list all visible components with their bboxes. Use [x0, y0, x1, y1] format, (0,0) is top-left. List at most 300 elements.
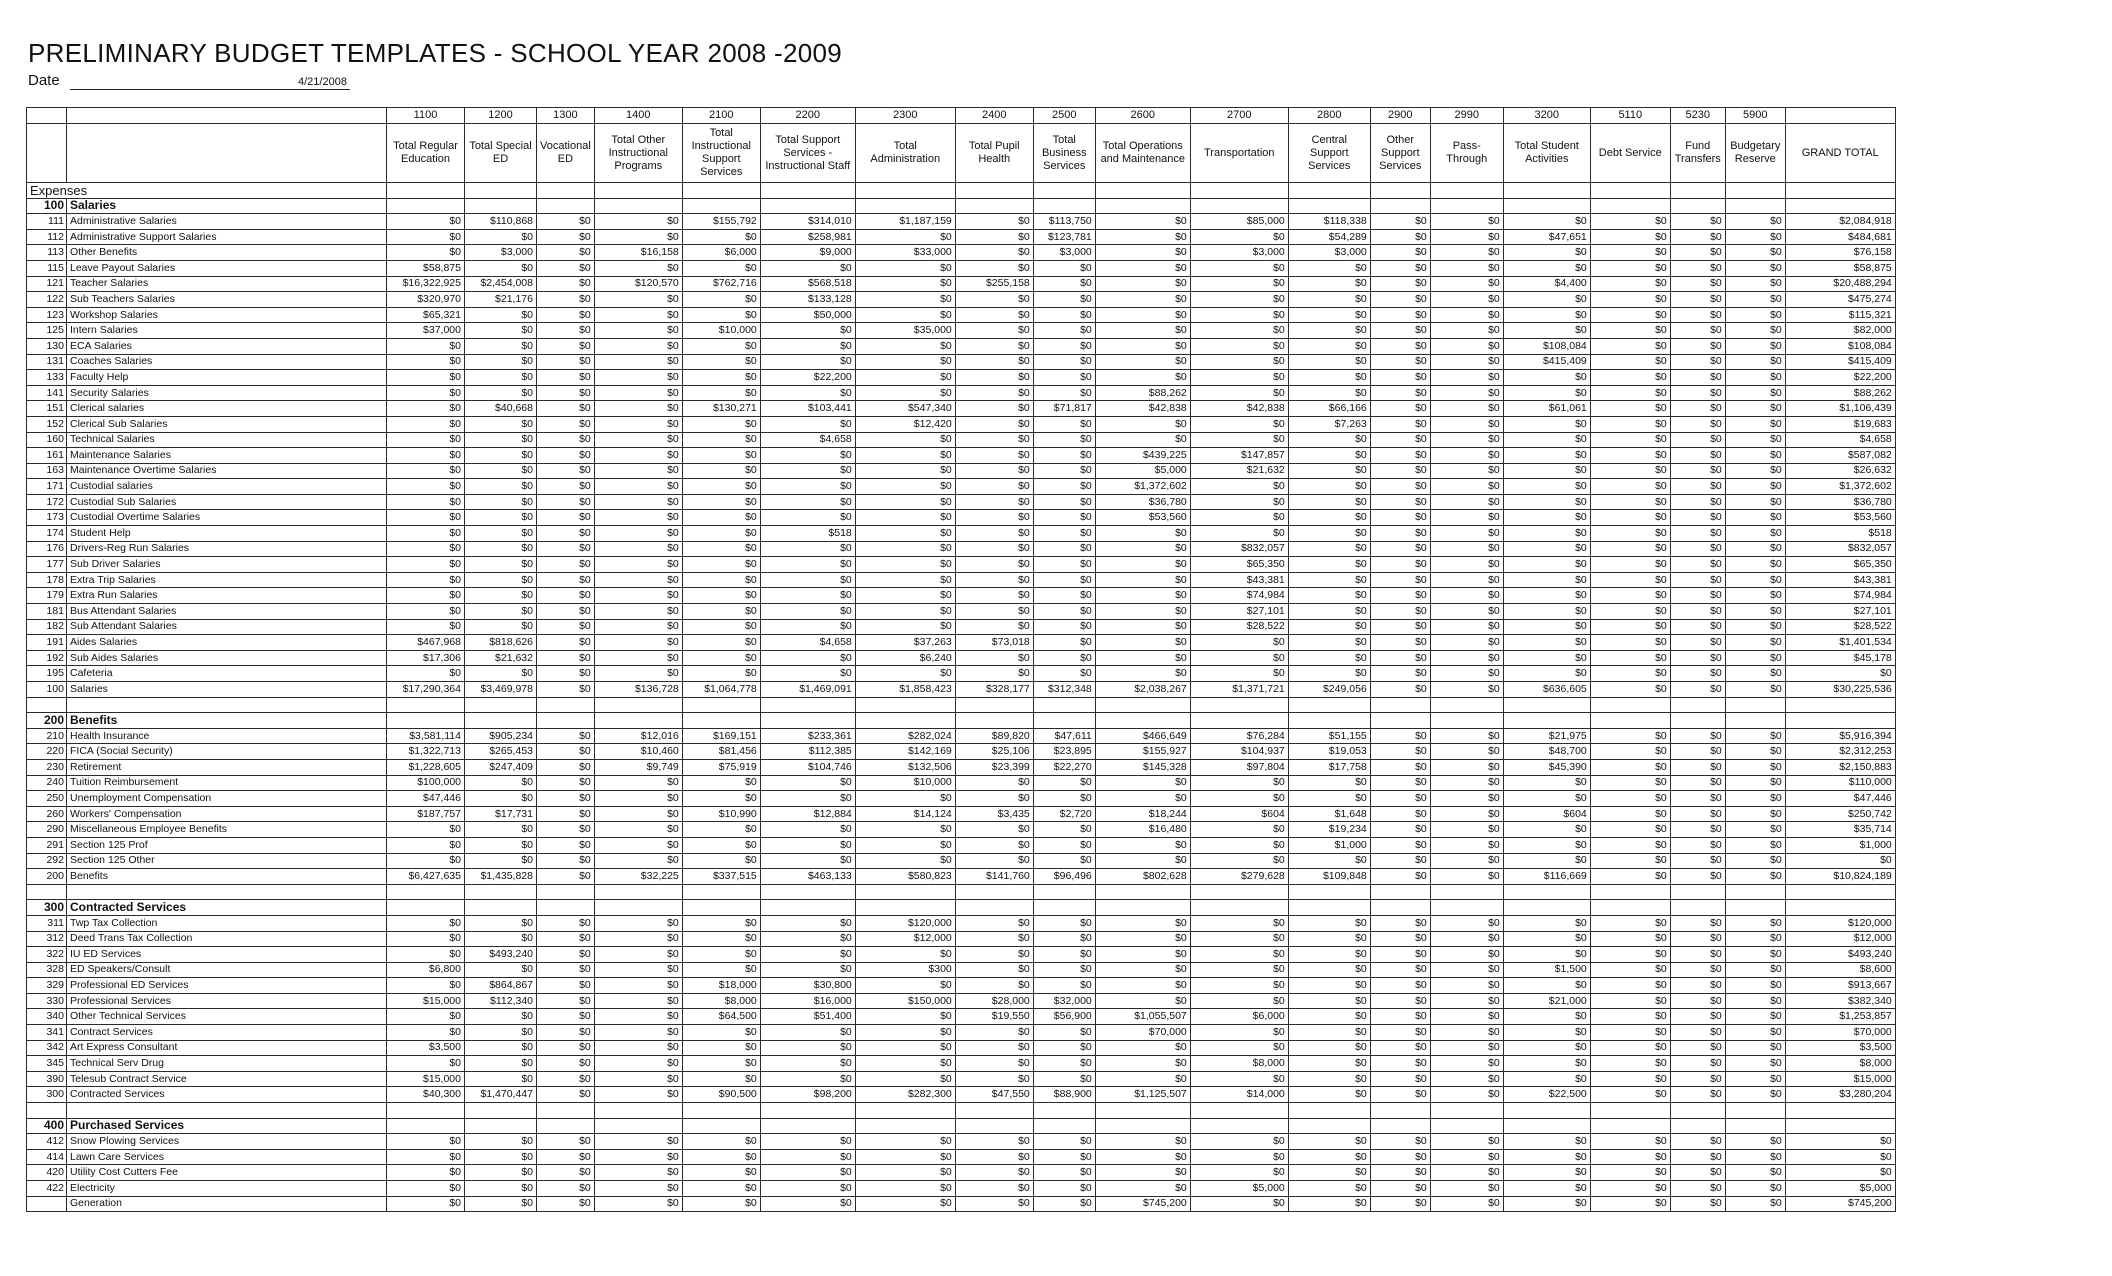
value-cell: $0 — [594, 307, 682, 323]
value-cell: $0 — [1033, 791, 1095, 807]
value-cell: $0 — [1430, 619, 1503, 635]
table-row — [27, 479, 1896, 495]
value-cell: $0 — [537, 448, 595, 464]
value-cell: $0 — [1370, 962, 1430, 978]
account-code: 141 — [27, 385, 67, 401]
value-cell: $0 — [594, 385, 682, 401]
empty-cell — [1033, 697, 1095, 713]
value-cell: $0 — [537, 619, 595, 635]
account-code: 100 — [27, 682, 67, 698]
table-row — [27, 307, 1896, 323]
value-cell: $0 — [682, 385, 760, 401]
empty-cell — [1033, 713, 1095, 729]
empty-cell — [1785, 884, 1895, 900]
empty-cell — [855, 713, 955, 729]
value-cell: $0 — [1033, 1149, 1095, 1165]
value-cell: $130,271 — [682, 401, 760, 417]
column-code: 2800 — [1288, 108, 1370, 124]
value-cell: $0 — [594, 619, 682, 635]
table-row — [27, 276, 1896, 292]
value-cell: $0 — [1590, 385, 1670, 401]
empty-cell — [760, 198, 855, 214]
empty-cell — [1430, 1118, 1503, 1134]
account-code: 131 — [27, 354, 67, 370]
value-cell: $0 — [1725, 526, 1785, 542]
value-cell: $0 — [1370, 931, 1430, 947]
account-code: 100 — [27, 198, 67, 214]
value-cell: $0 — [1430, 494, 1503, 510]
column-code: 2700 — [1190, 108, 1288, 124]
value-cell: $0 — [1590, 1165, 1670, 1181]
value-cell: $0 — [682, 572, 760, 588]
account-code: 250 — [27, 791, 67, 807]
value-cell: $0 — [1370, 822, 1430, 838]
value-cell: $0 — [1370, 744, 1430, 760]
value-cell: $0 — [1503, 416, 1590, 432]
value-cell: $0 — [855, 1149, 955, 1165]
value-cell: $85,000 — [1190, 214, 1288, 230]
value-cell: $0 — [1503, 260, 1590, 276]
value-cell: $0 — [594, 650, 682, 666]
value-cell: $0 — [594, 572, 682, 588]
value-cell: $0 — [760, 1025, 855, 1041]
column-header: Transportation — [1190, 124, 1288, 183]
value-cell: $0 — [537, 1056, 595, 1072]
empty-cell — [594, 900, 682, 916]
value-cell: $0 — [1430, 915, 1503, 931]
table-row — [27, 1196, 1896, 1212]
value-cell: $0 — [1430, 323, 1503, 339]
value-cell: $0 — [1670, 962, 1725, 978]
value-cell: $0 — [855, 370, 955, 386]
value-cell: $0 — [682, 635, 760, 651]
value-cell: $0 — [855, 541, 955, 557]
value-cell: $0 — [465, 666, 537, 682]
value-cell: $0 — [1190, 853, 1288, 869]
value-cell: $0 — [1503, 307, 1590, 323]
table-row — [27, 822, 1896, 838]
empty-cell — [855, 884, 955, 900]
value-cell: $0 — [855, 557, 955, 573]
value-cell: $0 — [955, 416, 1033, 432]
value-cell: $0 — [1033, 494, 1095, 510]
value-cell: $0 — [1033, 650, 1095, 666]
value-cell: $0 — [1288, 292, 1370, 308]
value-cell: $88,262 — [1095, 385, 1190, 401]
account-label: Lawn Care Services — [67, 1149, 387, 1165]
value-cell: $0 — [955, 557, 1033, 573]
value-cell: $0 — [1590, 806, 1670, 822]
value-cell: $0 — [537, 1025, 595, 1041]
value-cell: $0 — [1288, 432, 1370, 448]
value-cell: $42,838 — [1095, 401, 1190, 417]
value-cell: $0 — [955, 385, 1033, 401]
page-title: PRELIMINARY BUDGET TEMPLATES - SCHOOL YEAR 2008 -2009 — [28, 38, 843, 68]
value-cell: $0 — [1430, 572, 1503, 588]
value-cell: $0 — [955, 947, 1033, 963]
value-cell: $0 — [760, 604, 855, 620]
value-cell: $0 — [1670, 775, 1725, 791]
value-cell: $0 — [955, 401, 1033, 417]
account-label: Section 125 Prof — [67, 837, 387, 853]
empty-cell — [1033, 884, 1095, 900]
value-cell: $112,385 — [760, 744, 855, 760]
value-cell: $0 — [1725, 1181, 1785, 1197]
value-cell: $0 — [594, 853, 682, 869]
value-cell: $1,228,605 — [387, 759, 465, 775]
value-cell: $255,158 — [955, 276, 1033, 292]
value-cell: $0 — [1590, 557, 1670, 573]
table-row — [27, 526, 1896, 542]
value-cell: $0 — [1590, 869, 1670, 885]
value-cell: $1,000 — [1785, 837, 1895, 853]
value-cell: $0 — [537, 385, 595, 401]
account-code: 230 — [27, 759, 67, 775]
empty-cell — [1670, 713, 1725, 729]
value-cell: $0 — [1370, 338, 1430, 354]
value-cell: $155,927 — [1095, 744, 1190, 760]
value-cell: $43,381 — [1190, 572, 1288, 588]
account-label: Electricity — [67, 1181, 387, 1197]
table-row — [27, 354, 1896, 370]
value-cell: $0 — [1590, 448, 1670, 464]
value-cell: $0 — [1033, 1040, 1095, 1056]
value-cell: $0 — [1430, 837, 1503, 853]
value-cell: $0 — [1370, 292, 1430, 308]
value-cell: $82,000 — [1785, 323, 1895, 339]
empty-cell — [27, 697, 67, 713]
value-cell: $5,000 — [1785, 1181, 1895, 1197]
value-cell: $0 — [1370, 915, 1430, 931]
value-cell: $15,000 — [387, 1071, 465, 1087]
value-cell: $0 — [1725, 744, 1785, 760]
value-cell: $0 — [855, 307, 955, 323]
column-code: 2300 — [855, 108, 955, 124]
value-cell: $2,720 — [1033, 806, 1095, 822]
empty-cell — [1190, 1103, 1288, 1119]
value-cell: $74,984 — [1785, 588, 1895, 604]
value-cell: $3,469,978 — [465, 682, 537, 698]
value-cell: $0 — [1670, 837, 1725, 853]
account-label: Clerical salaries — [67, 401, 387, 417]
account-label: Sub Attendant Salaries — [67, 619, 387, 635]
value-cell: $19,550 — [955, 1009, 1033, 1025]
value-cell: $0 — [1095, 1181, 1190, 1197]
value-cell: $0 — [387, 619, 465, 635]
account-code: 312 — [27, 931, 67, 947]
table-row — [27, 1087, 1896, 1103]
value-cell: $8,000 — [1190, 1056, 1288, 1072]
value-cell: $0 — [1033, 463, 1095, 479]
value-cell: $0 — [682, 1165, 760, 1181]
value-cell: $0 — [537, 370, 595, 386]
value-cell: $0 — [1370, 260, 1430, 276]
value-cell: $0 — [760, 915, 855, 931]
value-cell: $0 — [1430, 354, 1503, 370]
value-cell: $120,000 — [855, 915, 955, 931]
value-cell: $0 — [537, 229, 595, 245]
value-cell: $0 — [1503, 978, 1590, 994]
value-cell: $0 — [1725, 448, 1785, 464]
column-header: Total Pupil Health — [955, 124, 1033, 183]
value-cell: $0 — [1725, 1056, 1785, 1072]
value-cell: $0 — [1430, 385, 1503, 401]
value-cell: $0 — [465, 931, 537, 947]
value-cell: $22,500 — [1503, 1087, 1590, 1103]
value-cell: $0 — [387, 931, 465, 947]
value-cell: $0 — [1670, 744, 1725, 760]
value-cell: $587,082 — [1785, 448, 1895, 464]
expenses-row — [27, 183, 1896, 199]
value-cell: $0 — [1590, 915, 1670, 931]
value-cell: $0 — [465, 541, 537, 557]
account-label: Benefits — [67, 869, 387, 885]
value-cell: $0 — [682, 931, 760, 947]
value-cell: $0 — [537, 541, 595, 557]
account-code: 300 — [27, 900, 67, 916]
value-cell: $0 — [465, 307, 537, 323]
empty-cell — [594, 884, 682, 900]
value-cell: $0 — [594, 978, 682, 994]
value-cell: $0 — [387, 479, 465, 495]
empty-cell — [1725, 198, 1785, 214]
value-cell: $0 — [1430, 822, 1503, 838]
value-cell: $0 — [465, 1040, 537, 1056]
value-cell: $0 — [1590, 510, 1670, 526]
empty-cell — [1095, 1103, 1190, 1119]
value-cell: $0 — [1370, 1071, 1430, 1087]
empty-cell — [1288, 713, 1370, 729]
empty-cell — [594, 697, 682, 713]
value-cell: $0 — [1095, 214, 1190, 230]
value-cell: $0 — [1095, 1149, 1190, 1165]
empty-cell — [1503, 900, 1590, 916]
spacer-row — [27, 884, 1896, 900]
value-cell: $0 — [1590, 744, 1670, 760]
table-row — [27, 370, 1896, 386]
empty-cell — [594, 1118, 682, 1134]
value-cell: $0 — [682, 1056, 760, 1072]
empty-cell — [1785, 713, 1895, 729]
value-cell: $70,000 — [1095, 1025, 1190, 1041]
value-cell: $0 — [955, 292, 1033, 308]
value-cell: $0 — [1288, 775, 1370, 791]
value-cell: $0 — [1095, 416, 1190, 432]
value-cell: $0 — [1670, 1040, 1725, 1056]
value-cell: $0 — [1725, 385, 1785, 401]
value-cell: $0 — [955, 650, 1033, 666]
value-cell: $132,506 — [855, 759, 955, 775]
empty-cell — [955, 697, 1033, 713]
value-cell: $0 — [1190, 260, 1288, 276]
value-cell: $0 — [1503, 1025, 1590, 1041]
value-cell: $580,823 — [855, 869, 955, 885]
column-code: 2200 — [760, 108, 855, 124]
empty-cell — [594, 713, 682, 729]
value-cell: $0 — [1370, 666, 1430, 682]
value-cell: $864,867 — [465, 978, 537, 994]
empty-cell — [855, 697, 955, 713]
value-cell: $0 — [1430, 541, 1503, 557]
value-cell: $90,500 — [682, 1087, 760, 1103]
value-cell: $10,460 — [594, 744, 682, 760]
account-code: 422 — [27, 1181, 67, 1197]
value-cell: $2,038,267 — [1095, 682, 1190, 698]
value-cell: $0 — [1725, 822, 1785, 838]
account-label: ED Speakers/Consult — [67, 962, 387, 978]
value-cell: $0 — [1785, 1134, 1895, 1150]
empty-cell — [1288, 198, 1370, 214]
value-cell: $282,300 — [855, 1087, 955, 1103]
table-row — [27, 791, 1896, 807]
value-cell: $0 — [537, 947, 595, 963]
value-cell: $0 — [465, 416, 537, 432]
table-row — [27, 338, 1896, 354]
empty-cell — [682, 697, 760, 713]
account-label: ECA Salaries — [67, 338, 387, 354]
value-cell: $0 — [1725, 1009, 1785, 1025]
empty-cell — [387, 1118, 465, 1134]
value-cell: $0 — [1503, 510, 1590, 526]
value-cell: $0 — [682, 260, 760, 276]
value-cell: $36,780 — [1095, 494, 1190, 510]
value-cell: $466,649 — [1095, 728, 1190, 744]
value-cell: $0 — [1370, 837, 1430, 853]
value-cell: $0 — [1190, 822, 1288, 838]
value-cell: $0 — [760, 853, 855, 869]
value-cell: $0 — [1288, 276, 1370, 292]
column-code-row — [27, 108, 1896, 124]
value-cell: $0 — [1370, 682, 1430, 698]
value-cell: $0 — [1725, 354, 1785, 370]
value-cell: $40,300 — [387, 1087, 465, 1103]
value-cell: $0 — [1590, 853, 1670, 869]
empty-cell — [1190, 1118, 1288, 1134]
column-header: Budgetary Reserve — [1725, 124, 1785, 183]
value-cell: $913,667 — [1785, 978, 1895, 994]
value-cell: $0 — [855, 292, 955, 308]
empty-cell — [955, 900, 1033, 916]
value-cell: $0 — [1590, 370, 1670, 386]
value-cell: $0 — [1430, 1134, 1503, 1150]
value-cell: $0 — [1033, 276, 1095, 292]
value-cell: $98,200 — [760, 1087, 855, 1103]
value-cell: $16,480 — [1095, 822, 1190, 838]
account-label: Maintenance Overtime Salaries — [67, 463, 387, 479]
value-cell: $0 — [1033, 572, 1095, 588]
account-label: Benefits — [67, 713, 387, 729]
empty-cell — [1190, 900, 1288, 916]
value-cell: $0 — [387, 245, 465, 261]
value-cell: $0 — [1430, 635, 1503, 651]
value-cell: $0 — [1670, 915, 1725, 931]
value-cell: $136,728 — [594, 682, 682, 698]
account-code: 330 — [27, 993, 67, 1009]
value-cell: $0 — [1670, 791, 1725, 807]
value-cell: $116,669 — [1503, 869, 1590, 885]
value-cell: $0 — [1288, 572, 1370, 588]
value-cell: $0 — [1430, 276, 1503, 292]
value-cell: $0 — [760, 557, 855, 573]
account-label: Security Salaries — [67, 385, 387, 401]
value-cell: $0 — [537, 526, 595, 542]
value-cell: $0 — [1033, 604, 1095, 620]
account-code: 161 — [27, 448, 67, 464]
value-cell: $0 — [465, 572, 537, 588]
value-cell: $0 — [1670, 1196, 1725, 1212]
table-row — [27, 604, 1896, 620]
value-cell: $0 — [537, 791, 595, 807]
value-cell: $0 — [1430, 1181, 1503, 1197]
empty-cell — [1033, 183, 1095, 199]
value-cell: $0 — [387, 947, 465, 963]
value-cell: $0 — [955, 494, 1033, 510]
value-cell: $15,000 — [1785, 1071, 1895, 1087]
value-cell: $0 — [1370, 510, 1430, 526]
value-cell: $0 — [1670, 869, 1725, 885]
value-cell: $0 — [1370, 588, 1430, 604]
value-cell: $0 — [537, 323, 595, 339]
value-cell: $0 — [1370, 1040, 1430, 1056]
value-cell: $0 — [387, 214, 465, 230]
value-cell: $0 — [387, 416, 465, 432]
column-code: 2900 — [1370, 108, 1430, 124]
value-cell: $71,817 — [1033, 401, 1095, 417]
value-cell: $0 — [387, 572, 465, 588]
value-cell: $0 — [1590, 432, 1670, 448]
value-cell: $3,000 — [465, 245, 537, 261]
value-cell: $1,106,439 — [1785, 401, 1895, 417]
value-cell: $0 — [855, 338, 955, 354]
table-row — [27, 416, 1896, 432]
value-cell: $0 — [1033, 557, 1095, 573]
value-cell: $0 — [1430, 728, 1503, 744]
value-cell: $0 — [1670, 1134, 1725, 1150]
value-cell: $0 — [1288, 1134, 1370, 1150]
account-code: 121 — [27, 276, 67, 292]
value-cell: $16,322,925 — [387, 276, 465, 292]
value-cell: $0 — [387, 448, 465, 464]
account-label: Administrative Salaries — [67, 214, 387, 230]
table-row — [27, 947, 1896, 963]
empty-cell — [537, 183, 595, 199]
value-cell: $0 — [855, 837, 955, 853]
table-row — [27, 1071, 1896, 1087]
account-code: 113 — [27, 245, 67, 261]
value-cell: $0 — [1370, 978, 1430, 994]
value-cell: $89,820 — [955, 728, 1033, 744]
value-cell: $0 — [855, 432, 955, 448]
table-row — [27, 978, 1896, 994]
value-cell: $0 — [1590, 775, 1670, 791]
account-code: 291 — [27, 837, 67, 853]
value-cell: $0 — [465, 837, 537, 853]
empty-cell — [537, 1118, 595, 1134]
value-cell: $0 — [760, 1165, 855, 1181]
table-row — [27, 853, 1896, 869]
value-cell: $0 — [1430, 666, 1503, 682]
account-label: Extra Run Salaries — [67, 588, 387, 604]
value-cell: $88,262 — [1785, 385, 1895, 401]
value-cell: $0 — [1725, 1134, 1785, 1150]
account-code: 328 — [27, 962, 67, 978]
value-cell: $0 — [955, 619, 1033, 635]
value-cell: $0 — [955, 588, 1033, 604]
value-cell: $0 — [1288, 338, 1370, 354]
empty-cell — [1503, 713, 1590, 729]
value-cell: $0 — [1033, 588, 1095, 604]
empty-cell — [387, 697, 465, 713]
